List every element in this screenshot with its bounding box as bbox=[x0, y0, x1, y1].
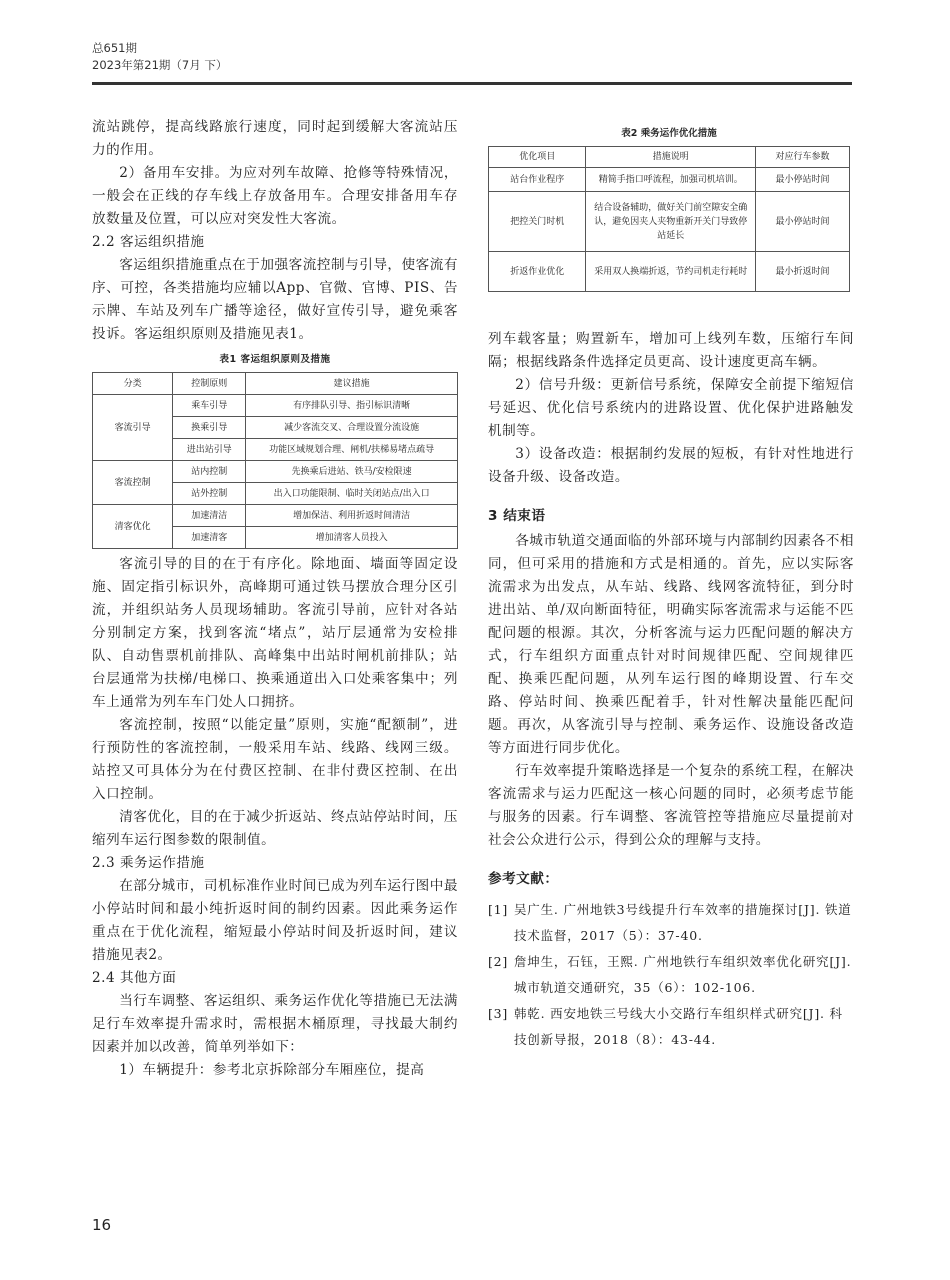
table-cell: 加速清客 bbox=[173, 527, 246, 549]
table-row bbox=[93, 505, 458, 527]
table1 bbox=[92, 372, 458, 549]
table-cell: 有序排队引导、指引标识清晰 bbox=[246, 395, 458, 417]
table1-category: 客流引导 bbox=[93, 395, 173, 461]
reference-number: [2] bbox=[488, 954, 509, 969]
table1-caption: 表1 客运组织原则及措施 bbox=[219, 354, 331, 365]
table1-category: 客流控制 bbox=[93, 461, 173, 505]
table-cell: 出入口功能限制、临时关闭站点/出入口 bbox=[246, 483, 458, 505]
table2-header: 对应行车参数 bbox=[756, 147, 850, 168]
table2-header: 措施说明 bbox=[586, 147, 756, 168]
table2-caption: 表2 乘务运作优化措施 bbox=[621, 128, 717, 139]
paragraph-2-3: 在部分城市，司机标准作业时间已成为列车运行图中最小停站时间和最小纯折返时间的制约因素。因此乘务运作重点在于优化流程，缩短最小停站时间及折返时间，建议措施见表2。 bbox=[92, 878, 458, 963]
table-cell: 功能区域规划合理、闸机/扶梯易堵点疏导 bbox=[246, 439, 458, 461]
reference-number: [1] bbox=[488, 902, 509, 917]
section-heading-3: 3 结束语 bbox=[488, 508, 546, 524]
paragraph-clear: 清客优化，目的在于减少折返站、终点站停站时间，压缩列车运行图参数的限制值。 bbox=[92, 809, 458, 848]
table-row bbox=[489, 168, 850, 192]
paragraph-vehicle: 1）车辆提升：参考北京拆除部分车厢座位，提高 bbox=[119, 1062, 425, 1078]
reference-item bbox=[488, 1001, 854, 1053]
references bbox=[488, 868, 854, 1053]
table-cell: 加速清洁 bbox=[173, 505, 246, 527]
table-cell: 减少客流交叉、合理设置分流设施 bbox=[246, 417, 458, 439]
table-cell: 站台作业程序 bbox=[489, 168, 586, 192]
table-cell: 乘车引导 bbox=[173, 395, 246, 417]
page-header bbox=[92, 40, 852, 74]
paragraph-intro: 流站跳停，提高线路旅行速度，同时起到缓解大客流站压力的作用。 bbox=[92, 119, 458, 158]
table1-category: 清客优化 bbox=[93, 505, 173, 549]
table-cell: 精简手指口呼流程，加强司机培训。 bbox=[586, 168, 756, 192]
table-row bbox=[489, 252, 850, 292]
table-cell: 最小停站时间 bbox=[756, 192, 850, 252]
left-column bbox=[92, 116, 458, 1082]
table2-wrapper bbox=[488, 120, 850, 292]
reference-number: [3] bbox=[488, 1006, 509, 1021]
header-rule bbox=[92, 82, 852, 85]
paragraph-control: 客流控制，按照“以能定量”原则，实施“配额制”，进行预防性的客流控制，一般采用车站、线路、线网三级。站控又可具体分为在付费区控制、在非付费区控制、在出入口控制。 bbox=[92, 717, 458, 802]
table-cell: 站外控制 bbox=[173, 483, 246, 505]
paragraph-conclusion-1: 各城市轨道交通面临的外部环境与内部制约因素各不相同，但可采用的措施和方式是相通的。首先，应以实际客流需求为出发点，从车站、线路、线网客流特征，到分时进出站、单/双向断面特征，明确实际客流需求与运能不匹配问题的根源。其次，分析客流与运力匹配问题的解决方式，行车组织方面重点针对时间规律匹配、空间规律匹配、换乘匹配问题，从列车运行图的峰期设置、行车交路、停站时间、换乘匹配着手，针对性解决量能匹配问题。再次，从客流引导与控制、乘务运作、设施设备改造等方面进行同步优化。 bbox=[488, 533, 854, 756]
table-cell: 折返作业优化 bbox=[489, 252, 586, 292]
right-column bbox=[488, 328, 854, 1053]
paragraph-guide: 客流引导的目的在于有序化。除地面、墙面等固定设施、固定指引标识外，高峰期可通过铁马摆放合理分区引流，并组织站务人员现场辅助。客流引导前，应针对各站分别制定方案，找到客流“堵点”，站厅层通常为安检排队、自动售票机前排队、高峰集中出站时闸机前排队；站台层通常为扶梯/电梯口、换乘通道出入口处乘客集中；列车上通常为列车车门处人口拥挤。 bbox=[92, 556, 458, 710]
paragraph-equipment: 3）设备改造：根据制约发展的短板，有针对性地进行设备升级、设备改造。 bbox=[488, 446, 854, 485]
paragraph-conclusion-2: 行车效率提升策略选择是一个复杂的系统工程，在解决客流需求与运力匹配这一核心问题的同时，必须考虑节能与服务的因素。行车调整、客流管控等措施应尽量提前对社会公众进行公示，得到公众的理解与支持。 bbox=[488, 763, 854, 848]
table1-header: 建议措施 bbox=[246, 373, 458, 395]
table1-header-row bbox=[93, 373, 458, 395]
section-heading-2-4: 2.4 其他方面 bbox=[92, 970, 177, 986]
table-cell: 最小停站时间 bbox=[756, 168, 850, 192]
table-row bbox=[93, 461, 458, 483]
issue-date: 2023年第21期（7月 下） bbox=[92, 58, 228, 72]
table-row bbox=[93, 395, 458, 417]
reference-item bbox=[488, 949, 854, 1001]
table-cell: 采用双人换端折返，节约司机走行耗时 bbox=[586, 252, 756, 292]
table-cell: 增加保洁、利用折返时间清洁 bbox=[246, 505, 458, 527]
paragraph-continued: 列车载客量；购置新车，增加可上线列车数，压缩行车间隔；根据线路条件选择定员更高、设计速度更高车辆。 bbox=[488, 331, 854, 370]
paragraph-2-2: 客运组织措施重点在于加强客流控制与引导，使客流有序、可控，各类措施均应辅以App、官微、官博、PIS、告示牌、车站及列车广播等途径，做好宣传引导，避免乘客投诉。客运组织原则及措施见表1。 bbox=[92, 257, 458, 342]
section-heading-2-3: 2.3 乘务运作措施 bbox=[92, 855, 205, 871]
paragraph-2-4: 当行车调整、客运组织、乘务运作优化等措施已无法满足行车效率提升需求时，需根据木桶原理，寻找最大制约因素并加以改善，简单列举如下： bbox=[92, 993, 458, 1055]
reference-text: 詹坤生，石钰，王熙. 广州地铁行车组织效率优化研究[J]. 城市轨道交通研究，35（6）：102-106. bbox=[514, 954, 852, 995]
table1-header: 分类 bbox=[93, 373, 173, 395]
reference-text: 韩乾. 西安地铁三号线大小交路行车组织样式研究[J]. 科技创新导报，2018（8）：43-44. bbox=[514, 1006, 843, 1047]
table-cell: 站内控制 bbox=[173, 461, 246, 483]
table2-header-row bbox=[489, 147, 850, 168]
references-title: 参考文献： bbox=[488, 871, 559, 887]
table2 bbox=[488, 146, 850, 292]
table-row bbox=[489, 192, 850, 252]
table-cell: 增加清客人员投入 bbox=[246, 527, 458, 549]
table-cell: 先换乘后进站、铁马/安检限速 bbox=[246, 461, 458, 483]
table-cell: 换乘引导 bbox=[173, 417, 246, 439]
table-cell: 最小折返时间 bbox=[756, 252, 850, 292]
table1-header: 控制原则 bbox=[173, 373, 246, 395]
paragraph-spare-train: 2）备用车安排。为应对列车故障、抢修等特殊情况，一般会在正线的存车线上存放备用车。合理安排备用车存放数量及位置，可以应对突发性大客流。 bbox=[92, 165, 458, 227]
table-cell: 结合设备辅助，做好关门前空隙安全确认，避免因夹人夹物重新开关门导致停站延长 bbox=[586, 192, 756, 252]
paragraph-signal: 2）信号升级：更新信号系统，保障安全前提下缩短信号延迟、优化信号系统内的进路设置、优化保护进路触发机制等。 bbox=[488, 377, 854, 439]
issue-total: 总651期 bbox=[92, 41, 137, 55]
table-cell: 进出站引导 bbox=[173, 439, 246, 461]
reference-text: 吴广生. 广州地铁3号线提升行车效率的措施探讨[J]. 铁道技术监督，2017（5）：37-40. bbox=[514, 902, 852, 943]
reference-item bbox=[488, 897, 854, 949]
table2-header: 优化项目 bbox=[489, 147, 586, 168]
section-heading-2-2: 2.2 客运组织措施 bbox=[92, 234, 205, 250]
page-number: 16 bbox=[92, 1216, 112, 1234]
table-cell: 把控关门时机 bbox=[489, 192, 586, 252]
